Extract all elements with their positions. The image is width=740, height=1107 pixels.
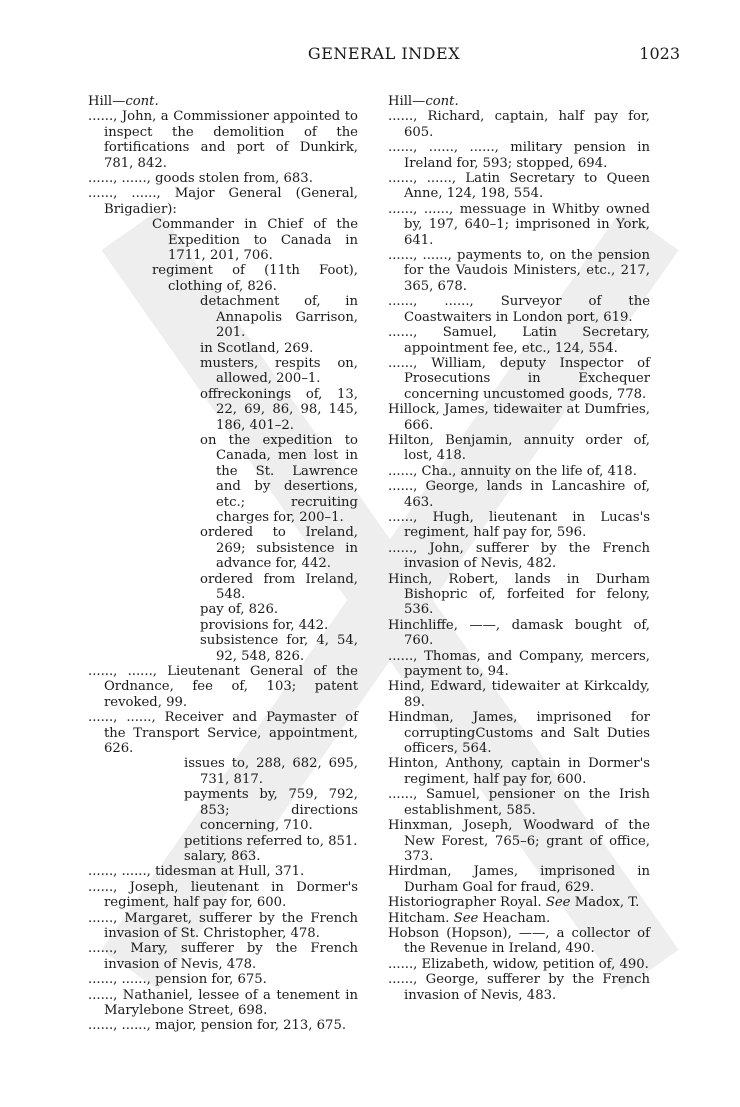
right-column [388, 94, 650, 1003]
index-entry: provisions for, 442. [200, 617, 329, 633]
index-entry: ......, Margaret, sufferer by the French invasion of St. Christopher, 478. [88, 910, 358, 941]
index-entry: ......, Cha., annuity on the life of, 418. [388, 463, 637, 479]
index-entry: Hinch, Robert, lands in Durham Bishopric of, forfeited for felony, 536. [388, 571, 650, 618]
index-entry: in Scotland, 269. [200, 340, 314, 356]
index-entry: Hobson (Hopson), ——, a collector of the Revenue in Ireland, 490. [388, 925, 650, 957]
index-entry: ......, George, sufferer by the French invasion of Nevis, 483. [388, 972, 650, 1003]
index-entry: Hilton, Benjamin, annuity order of, lost, 418. [388, 432, 650, 464]
index-entry: Hinxman, Joseph, Woodward of the New Forest, 765–6; grant of office, 373. [388, 818, 650, 864]
index-entry: pay of, 826. [200, 602, 279, 618]
index-entry: ......, Richard, captain, half pay for, 605. [388, 109, 650, 140]
index-entry: ......, ......, messuage in Whitby owned by, 197, 640–1; imprisoned in York, 641. [388, 201, 650, 248]
index-entry: petitions referred to, 851. [184, 833, 358, 849]
index-entry: issues to, 288, 682, 695, 731, 817. [184, 756, 358, 787]
index-entry: Hinton, Anthony, captain in Dormer's regiment, half pay for, 600. [388, 756, 650, 787]
index-entry: Hillock, James, tidewaiter at Dumfries, 666. [388, 402, 650, 433]
index-entry: Commander in Chief of the Expedition to Canada in 1711, 201, 706. [152, 217, 358, 264]
index-entry: ......, ......, Latin Secretary to Queen Anne, 124, 198, 554. [388, 171, 650, 202]
index-entry: ......, Samuel, pensioner on the Irish establishment, 585. [388, 787, 650, 818]
index-entry: musters, respits on, allowed, 200–1. [200, 355, 358, 387]
index-entry: ......, Samuel, Latin Secretary, appointment fee, etc., 124, 554. [388, 325, 650, 356]
running-head: Hill—cont. [88, 94, 159, 109]
page-number: 1023 [639, 44, 680, 63]
index-entry: salary, 863. [184, 848, 261, 864]
index-entry: ordered to Ireland, 269; subsistence in advance for, 442. [200, 525, 358, 572]
index-entry: ......, John, a Commissioner appointed to inspect the demolition of the fortifications and port of Dunkirk, 781, 842. [88, 109, 358, 171]
index-entry: Hirdman, James, imprisoned in Durham Goal for fraud, 629. [388, 864, 650, 895]
index-entry: on the expedition to Canada, men lost in the St. Lawrence and by desertions, etc.; recruiting charges for, 200–1. [200, 432, 358, 525]
page-title: GENERAL INDEX [307, 44, 461, 63]
index-entry: Hitcham. See Heacham. [388, 910, 551, 926]
index-entry: Historiographer Royal. See Madox, T. [388, 895, 640, 911]
index-entry: ......, ......, Lieutenant General of the Ordnance, fee of, 103; patent revoked, 99. [88, 664, 358, 710]
index-entry: subsistence for, 4, 54, 92, 548, 826. [200, 633, 358, 664]
index-entry: ......, Joseph, lieutenant in Dormer's regiment, half pay for, 600. [88, 879, 358, 911]
index-entry: detachment of, in Annapolis Garrison, 201. [200, 294, 358, 341]
index-entry: payments by, 759, 792, 853; directions concerning, 710. [184, 787, 358, 834]
index-entry: ......, ......, Surveyor of the Coastwaiters in London port, 619. [388, 294, 650, 325]
index-entry: ......, John, sufferer by the French invasion of Nevis, 482. [388, 540, 650, 572]
index-entry: ......, George, lands in Lancashire of, 463. [388, 479, 650, 510]
index-entry: ......, ......, payments to, on the pension for the Vaudois Ministers, etc., 217, 365, 678. [388, 248, 650, 294]
index-entry: ......, ......, pension for, 675. [88, 972, 267, 988]
index-entry: Hindman, James, imprisoned for corruptingCustoms and Salt Duties officers, 564. [388, 710, 650, 757]
page-header [88, 44, 680, 68]
running-head: Hill—cont. [388, 94, 459, 109]
index-entry: ......, Mary, sufferer by the French invasion of Nevis, 478. [88, 941, 358, 972]
index-entry: ......, ......, Major General (General, Brigadier): [88, 186, 358, 217]
index-entry: ......, Nathaniel, lessee of a tenement in Marylebone Street, 698. [88, 987, 358, 1018]
left-column [88, 94, 358, 1034]
index-entry: ......, Thomas, and Company, mercers, payment to, 94. [388, 648, 650, 680]
index-entry: ......, ......, goods stolen from, 683. [88, 171, 313, 187]
index-entry: ......, ......, ......, military pension in Ireland for, 593; stopped, 694. [388, 140, 650, 171]
index-entry: ......, ......, Receiver and Paymaster of the Transport Service, appointment, 626. [88, 710, 358, 757]
index-entry: ......, ......, major, pension for, 213, 675. [88, 1018, 347, 1034]
index-entry: ......, ......, tidesman at Hull, 371. [88, 864, 305, 880]
index-entry: ......, Elizabeth, widow, petition of, 490. [388, 956, 649, 972]
index-entry: ......, Hugh, lieutenant in Lucas's regiment, half pay for, 596. [388, 509, 650, 541]
index-entry: ordered from Ireland, 548. [200, 571, 358, 602]
index-entry: offreckonings of, 13, 22, 69, 86, 98, 145, 186, 401–2. [200, 386, 358, 433]
index-entry: regiment of (11th Foot), clothing of, 826. [152, 263, 358, 294]
index-entry: Hinchliffe, ——, damask bought of, 760. [388, 617, 650, 649]
index-entry: Hind, Edward, tidewaiter at Kirkcaldy, 89. [388, 679, 650, 710]
right-entries-list [388, 109, 650, 1003]
left-entries-list [88, 109, 358, 1033]
index-entry: ......, William, deputy Inspector of Prosecutions in Exchequer concerning uncustomed goods, 778. [388, 355, 650, 402]
